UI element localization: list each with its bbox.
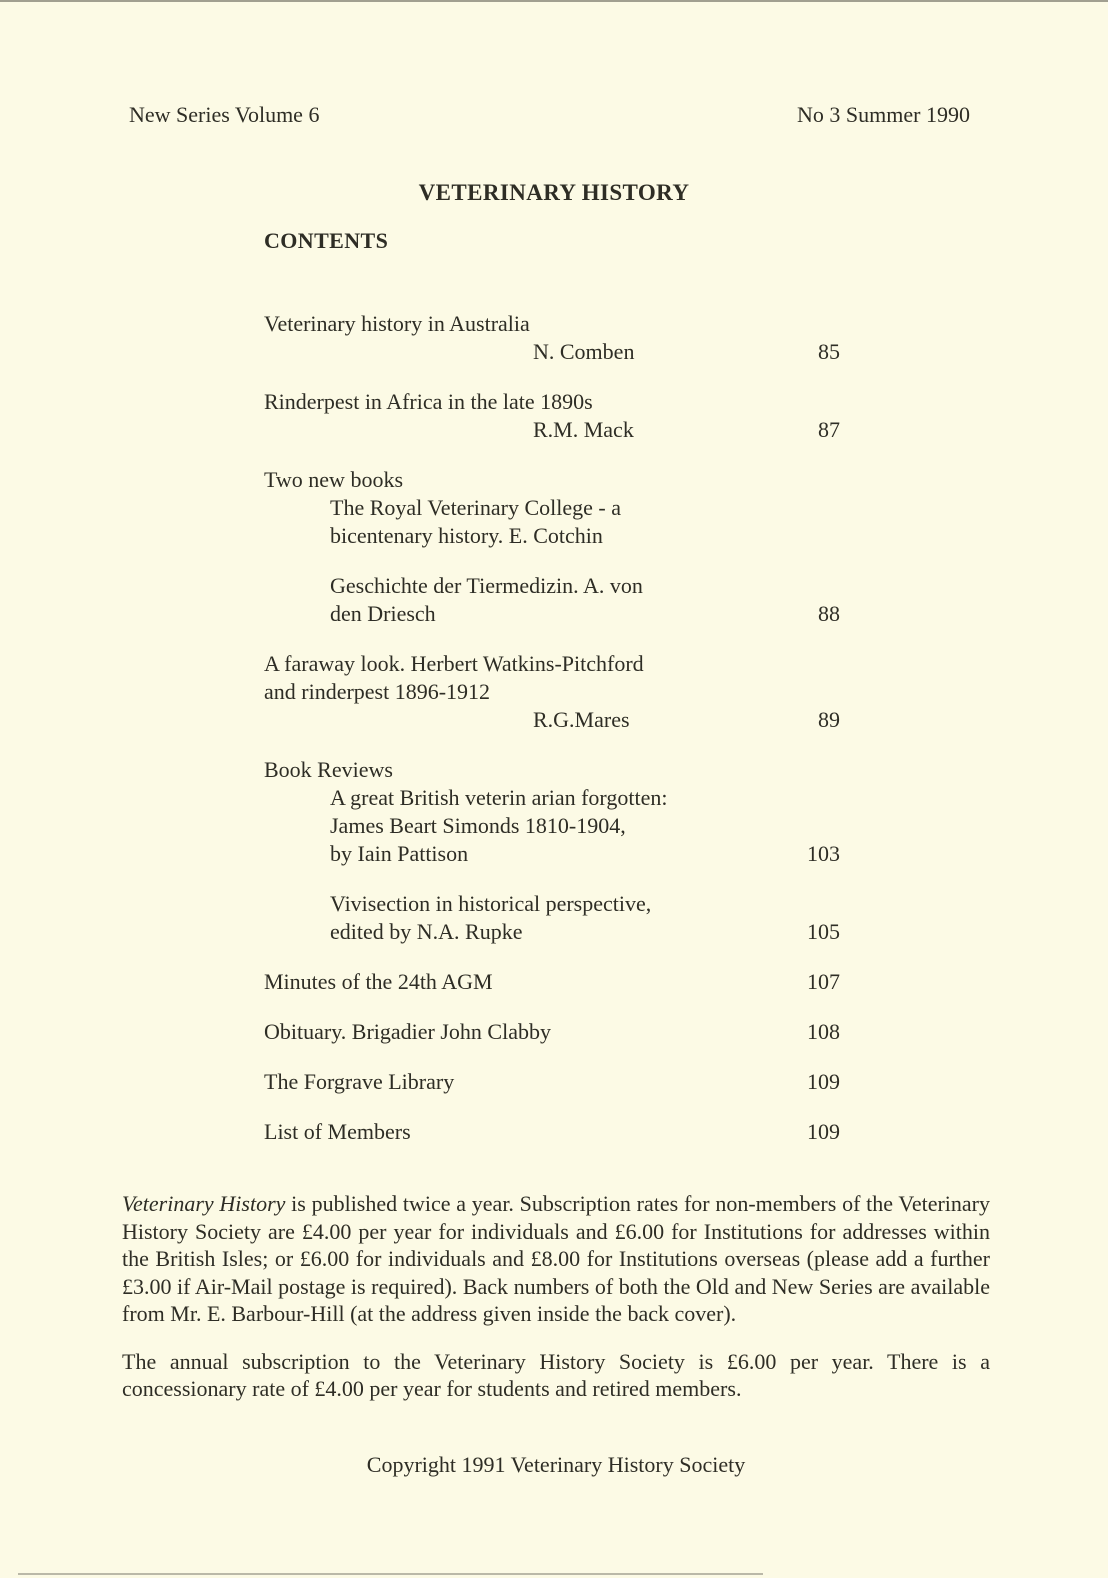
scan-artifact-top-line [0, 0, 1108, 2]
toc-row [264, 650, 840, 678]
toc-row [264, 572, 840, 600]
toc-page-number: 109 [807, 1069, 840, 1094]
toc-row [264, 310, 840, 338]
toc-row [264, 784, 840, 812]
toc-entry-title: The Forgrave Library [264, 1069, 455, 1094]
toc-entry-title: bicentenary history. E. Cotchin [330, 523, 603, 548]
contents-heading: CONTENTS [264, 228, 389, 253]
toc-entry-title: James Beart Simonds 1810-1904, [330, 813, 626, 838]
toc-author: R.G.Mares [533, 707, 630, 732]
toc-row [264, 756, 840, 784]
toc-author: N. Comben [533, 339, 635, 364]
toc-entry-title: Rinderpest in Africa in the late 1890s [264, 389, 593, 414]
page-header [129, 101, 970, 129]
subscription-paragraph [122, 1190, 990, 1328]
series-volume-label: New Series Volume 6 [129, 102, 320, 127]
subscription-paragraph-text: is published twice a year. Subscription rates for non-members of the Veterinary History Society are £4.00 per year for individuals and £6.00 for Institutions for addresses within the British Isles; or £6.00 for individuals and £8.00 for Institutions overseas (please add a further £3.00 if Air-Mail postage is required). Back numbers of both the Old and New Series are available from Mr. E. Barbour-Hill (at the address given inside the back cover). [122, 1191, 990, 1326]
toc-row [264, 706, 840, 734]
toc-row [264, 494, 840, 522]
toc-entry-title: Obituary. Brigadier John Clabby [264, 1019, 551, 1044]
toc-row [264, 388, 840, 416]
toc-entry-title: A great British veterin arian forgotten: [330, 785, 668, 810]
toc-entry-title: edited by N.A. Rupke [330, 919, 523, 944]
annual-subscription-paragraph: The annual subscription to the Veterinary History Society is £6.00 per year. There is a concessionary rate of £4.00 per year for students and retired members. [122, 1348, 990, 1401]
toc-entry-title: den Driesch [330, 601, 436, 626]
toc-row [264, 678, 840, 706]
toc-row [264, 1068, 840, 1096]
toc-entry-title: List of Members [264, 1119, 411, 1144]
journal-name-italic: Veterinary History [122, 1191, 286, 1216]
toc-entry-title: A faraway look. Herbert Watkins-Pitchford [264, 651, 644, 676]
toc-row [264, 812, 840, 840]
toc-row [264, 1018, 840, 1046]
copyright-line: Copyright 1991 Veterinary History Society [366, 1451, 746, 1477]
toc-page-number: 89 [818, 707, 840, 732]
toc-page-number: 103 [807, 841, 840, 866]
toc-entry-title: Geschichte der Tiermedizin. A. von [330, 573, 643, 598]
toc-section-title: Book Reviews [264, 757, 393, 782]
toc-row [264, 1118, 840, 1146]
toc-entry-title: by Iain Pattison [330, 841, 469, 866]
toc-row [264, 466, 840, 494]
toc-entry-title: The Royal Veterinary College - a [330, 495, 621, 520]
toc-entry-title: and rinderpest 1896-1912 [264, 679, 491, 704]
toc-row [264, 918, 840, 946]
toc-page-number: 85 [818, 339, 840, 364]
toc-entry-title: Minutes of the 24th AGM [264, 969, 493, 994]
toc-page-number: 87 [818, 417, 840, 442]
toc-page-number: 105 [807, 919, 840, 944]
toc-row [264, 968, 840, 996]
toc-entry-title: Vivisection in historical perspective, [330, 891, 652, 916]
toc-page-number: 107 [807, 969, 840, 994]
toc-row [264, 890, 840, 918]
toc-row [264, 522, 840, 550]
scan-artifact-bottom-line [18, 1573, 763, 1575]
toc-entry-title: Veterinary history in Australia [264, 311, 530, 336]
toc-page-number: 108 [807, 1019, 840, 1044]
toc-row [264, 600, 840, 628]
toc-section-title: Two new books [264, 467, 404, 492]
issue-date-label: No 3 Summer 1990 [797, 102, 970, 127]
journal-title: VETERINARY HISTORY [418, 180, 690, 205]
toc-row [264, 338, 840, 366]
toc-page-number: 109 [807, 1119, 840, 1144]
footer-text-block [122, 1190, 990, 1478]
table-of-contents [264, 310, 840, 1146]
toc-page-number: 88 [818, 601, 840, 626]
toc-row [264, 416, 840, 444]
toc-author: R.M. Mack [533, 417, 634, 442]
toc-row [264, 840, 840, 868]
